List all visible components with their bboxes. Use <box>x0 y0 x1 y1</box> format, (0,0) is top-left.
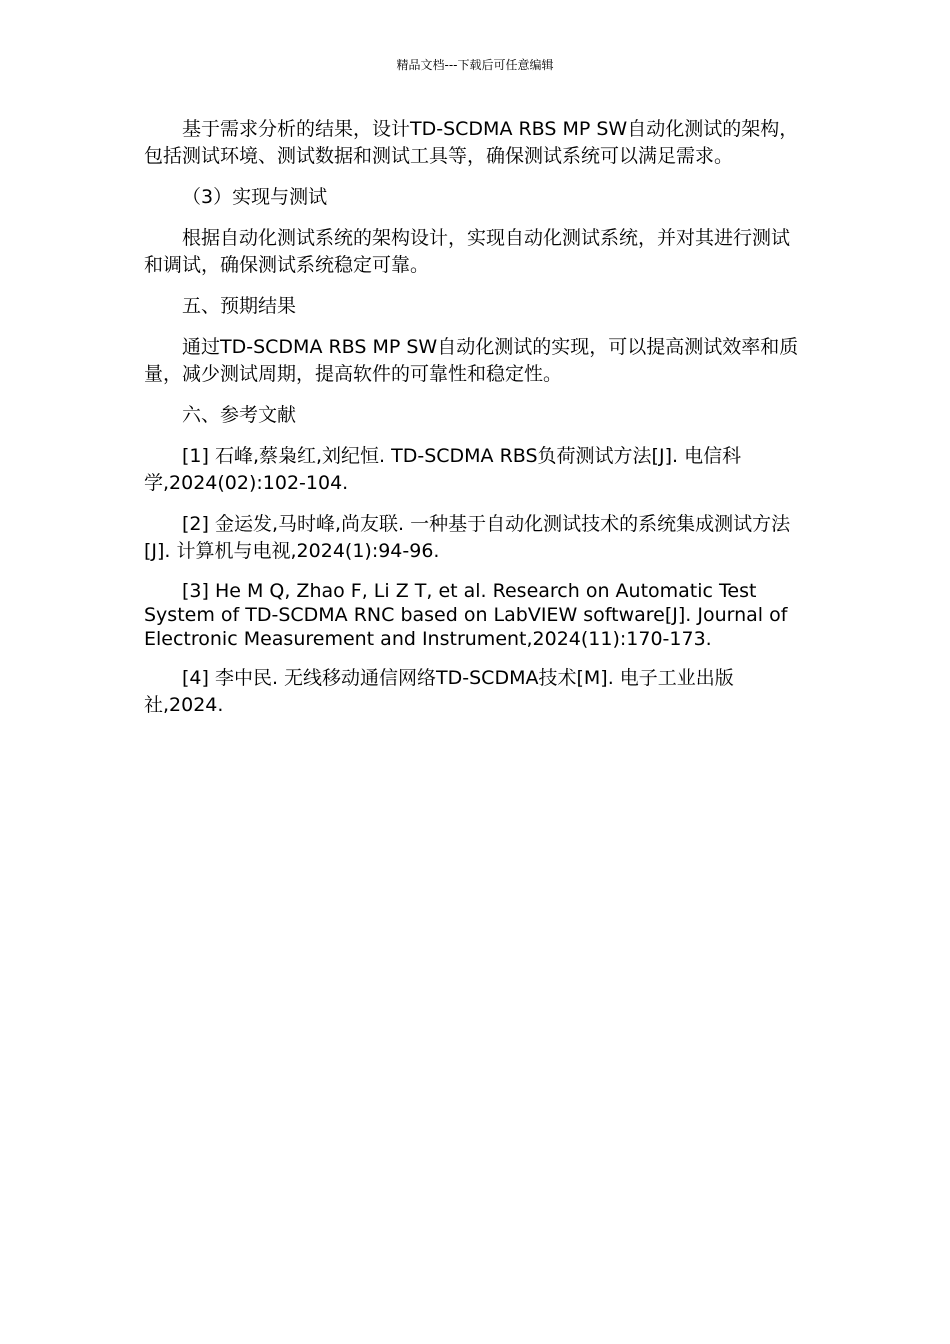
implementation-paragraph: 根据自动化测试系统的架构设计，实现自动化测试系统，并对其进行测试和调试，确保测试系统稳定可靠。 <box>144 227 791 276</box>
reference-item-1: [1] 石峰,蔡枭红,刘纪恒. TD-SCDMA RBS负荷测试方法[J]. 电信科学,2024(02):102-104. <box>144 445 742 494</box>
reference-item-2: [2] 金运发,马时峰,尚友联. 一种基于自动化测试技术的系统集成测试方法[J]. 计算机与电视,2024(1):94-96. <box>144 513 791 562</box>
design-paragraph: 基于需求分析的结果，设计TD-SCDMA RBS MP SW自动化测试的架构，包括测试环境、测试数据和测试工具等，确保测试系统可以满足需求。 <box>144 118 799 167</box>
reference-item-4: [4] 李中民. 无线移动通信网络TD-SCDMA技术[M]. 电子工业出版社,2024. <box>144 667 734 716</box>
expected-results-paragraph: 通过TD-SCDMA RBS MP SW自动化测试的实现，可以提高测试效率和质量，减少测试周期，提高软件的可靠性和稳定性。 <box>144 336 799 385</box>
section-heading-references: 六、参考文献 <box>182 404 297 426</box>
reference-item-3: [3] He M Q, Zhao F, Li Z T, et al. Research on Automatic Test System of TD-SCDMA RNC based on LabVIEW software[J]. Journal of Electronic Measurement and Instrument,2024(11):170-173. <box>144 580 788 650</box>
document-body <box>144 116 806 733</box>
section-heading-implementation: （3）实现与测试 <box>182 186 328 208</box>
section-heading-expected-results: 五、预期结果 <box>182 295 297 317</box>
page-header: 精品文档---下载后可任意编辑 <box>396 58 554 72</box>
